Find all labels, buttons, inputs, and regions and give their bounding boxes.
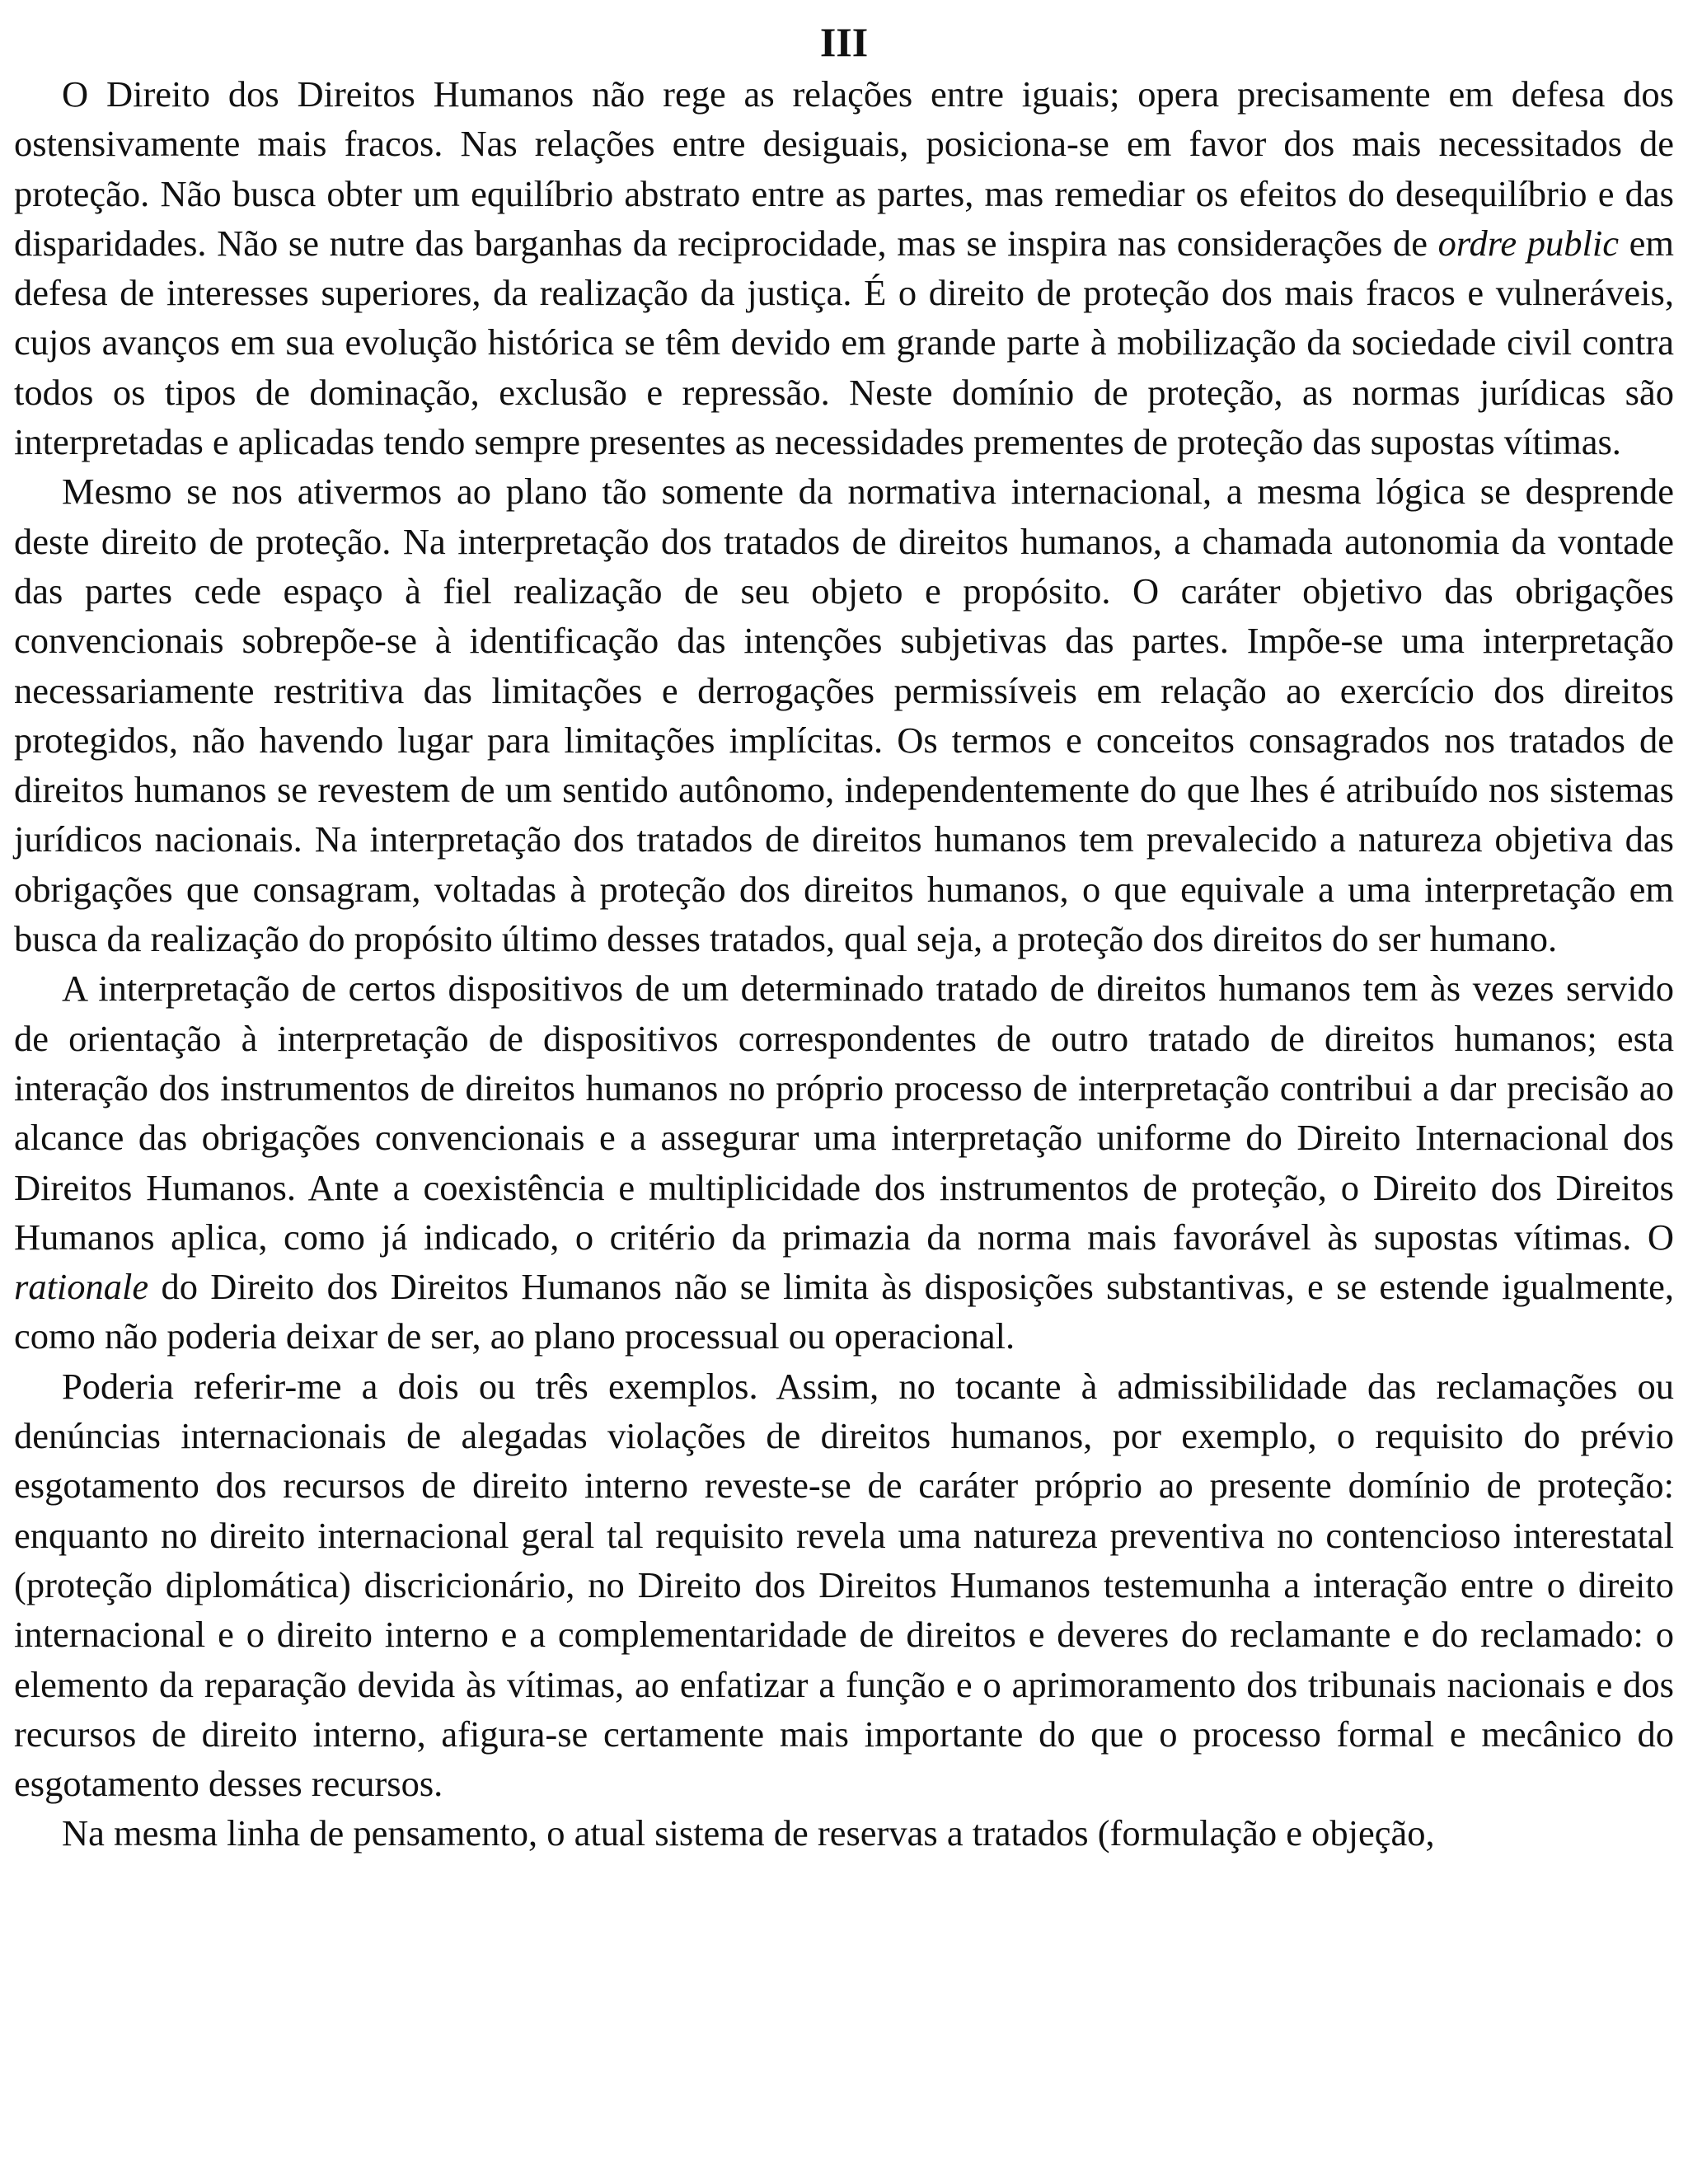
italic-term: ordre public — [1437, 222, 1620, 264]
paragraph — [14, 1808, 1674, 1858]
paragraph-text: Poderia referir-me a dois ou três exemplos. Assim, no tocante à admissibilidade das reclamações ou denúncias internacionais de alegadas violações de direitos humanos, por exemplo, o requisito do prévio esgotamento dos recursos de direito interno reveste-se de caráter próprio ao presente domínio de proteção: enquanto no direito internacional geral tal requisito revela uma natureza preventiva no contencioso interestatal (proteção diplomática) discricionário, no Direito dos Direitos Humanos testemunha a interação entre o direito internacional e o direito interno e a complementaridade de direitos e deveres do reclamante e do reclamado: o elemento da reparação devida às vítimas, ao enfatizar a função e o aprimoramento dos tribunais nacionais e dos recursos de direito interno, afigura-se certamente mais importante do que o processo formal e mecânico do esgotamento desses recursos. — [14, 1365, 1674, 1805]
paragraph-text: Na mesma linha de pensamento, o atual sistema de reservas a tratados (formulação e objeção, — [62, 1812, 1435, 1854]
italic-term: rationale — [14, 1266, 149, 1308]
paragraph — [14, 466, 1674, 963]
paragraph-text: O Direito dos Direitos Humanos não rege as relações entre iguais; opera precisamente em defesa dos ostensivamente mais fracos. Nas relações entre desiguais, posiciona-se em favor dos mais necessitados de proteção. Não busca obter um equilíbrio abstrato entre as partes, mas remediar os efeitos do desequilíbrio e das disparidades. Não se nutre das barganhas da reciprocidade, mas se inspira nas considerações de — [14, 73, 1674, 264]
paragraph — [14, 69, 1674, 466]
section-heading: III — [819, 19, 869, 65]
paragraph — [14, 1361, 1674, 1809]
paragraph-text: A interpretação de certos dispositivos de um determinado tratado de direitos humanos tem às vezes servido de orientação à interpretação de dispositivos correspondentes de outro tratado de direitos humanos; esta interação dos instrumentos de direitos humanos no próprio processo de interpretação contribui a dar precisão ao alcance das obrigações convencionais e a assegurar uma interpretação uniforme do Direito Internacional dos Direitos Humanos. Ante a coexistência e multiplicidade dos instrumentos de proteção, o Direito dos Direitos Humanos aplica, como já indicado, o critério da primazia da norma mais favorável às supostas vítimas. O — [14, 968, 1674, 1258]
document-page — [14, 15, 1674, 1858]
paragraph-text: do Direito dos Direitos Humanos não se limita às disposições substantivas, e se estende igualmente, como não poderia deixar de ser, ao plano processual ou operacional. — [14, 1266, 1674, 1357]
paragraph-text: em defesa de interesses superiores, da realização da justiça. É o direito de proteção dos mais fracos e vulneráveis, cujos avanços em sua evolução histórica se têm devido em grande parte à mobilização da sociedade civil contra todos os tipos de dominação, exclusão e repressão. Neste domínio de proteção, as normas jurídicas são interpretadas e aplicadas tendo sempre presentes as necessidades prementes de proteção das supostas vítimas. — [14, 222, 1674, 463]
paragraph — [14, 963, 1674, 1361]
paragraph-text: Mesmo se nos ativermos ao plano tão somente da normativa internacional, a mesma lógica se desprende deste direito de proteção. Na interpretação dos tratados de direitos humanos, a chamada autonomia da vontade das partes cede espaço à fiel realização de seu objeto e propósito. O caráter objetivo das obrigações convencionais sobrepõe-se à identificação das intenções subjetivas das partes. Impõe-se uma interpretação necessariamente restritiva das limitações e derrogações permissíveis em relação ao exercício dos direitos protegidos, não havendo lugar para limitações implícitas. Os termos e conceitos consagrados nos tratados de direitos humanos se revestem de um sentido autônomo, independentemente do que lhes é atribuído nos sistemas jurídicos nacionais. Na interpretação dos tratados de direitos humanos tem prevalecido a natureza objetiva das obrigações que consagram, voltadas à proteção dos direitos humanos, o que equivale a uma interpretação em busca da realização do propósito último desses tratados, qual seja, a proteção dos direitos do ser humano. — [14, 471, 1674, 960]
